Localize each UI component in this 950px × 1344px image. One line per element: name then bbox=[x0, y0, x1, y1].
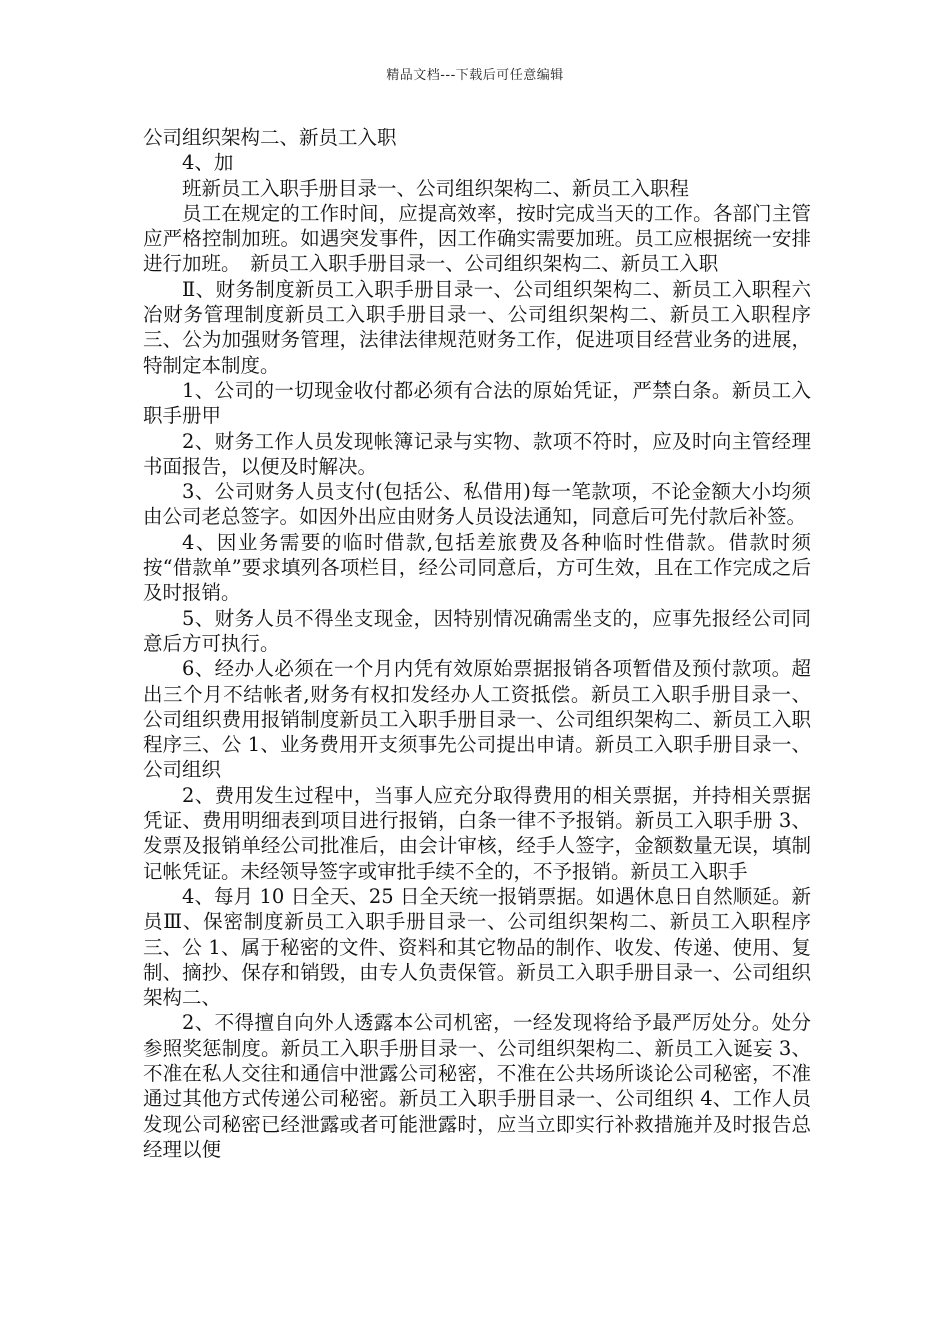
paragraph: 2、财务工作人员发现帐簿记录与实物、款项不符时，应及时向主管经理书面报告，以便及时解决。 bbox=[143, 429, 811, 478]
paragraph: 4、每月 10 日全天、25 日全天统一报销票据。如遇休息日自然顺延。新员Ⅲ、保密制度新员工入职手册目录一、公司组织架构二、新员工入职程序三、公 1、属于秘密的文件、资料和其它物品的制作、收发、传递、使用、复制、摘抄、保存和销毁，由专人负责保管。新员工入职手册目录一、公司组织架构二、 bbox=[143, 884, 811, 1010]
paragraph: 公司组织架构二、新员工入职 bbox=[143, 126, 397, 149]
page-header: 精品文档---下载后可任意编辑 bbox=[386, 68, 564, 83]
paragraph: Ⅱ、财务制度新员工入职手册目录一、公司组织架构二、新员工入职程六冶财务管理制度新员工入职手册目录一、公司组织架构二、新员工入职程序三、公为加强财务管理，法律法律规范财务工作，促进项目经营业务的进展，特制定本制度。 bbox=[143, 277, 811, 377]
paragraph: 4、因业务需要的临时借款,包括差旅费及各种临时性借款。借款时须按“借款单”要求填列各项栏目，经公司同意后，方可生效，且在工作完成之后及时报销。 bbox=[143, 530, 811, 605]
paragraph: 2、费用发生过程中，当事人应充分取得费用的相关票据，并持相关票据凭证、费用明细表到项目进行报销，白条一律不予报销。新员工入职手册 3、发票及报销单经公司批准后，由会计审核，经手人签字，金额数量无误，填制记帐凭证。未经领导签字或审批手续不全的，不予报销。新员工入职手 bbox=[143, 783, 811, 883]
paragraph: 1、公司的一切现金收付都必须有合法的原始凭证，严禁白条。新员工入职手册甲 bbox=[143, 378, 811, 428]
paragraph: 6、经办人必须在一个月内凭有效原始票据报销各项暂借及预付款项。超出三个月不结帐者,财务有权扣发经办人工资抵偿。新员工入职手册目录一、公司组织费用报销制度新员工入职手册目录一、公司组织架构二、新员工入职程序三、公 1、业务费用开支须事先公司提出申请。新员工入职手册目录一、公司组织 bbox=[143, 657, 811, 782]
paragraph: 员工在规定的工作时间，应提高效率，按时完成当天的工作。各部门主管应严格控制加班。如遇突发事件，因工作确实需要加班。员工应根据统一安排进行加班。 新员工入职手册目录一、公司组织架构二、新员工入职 bbox=[143, 201, 811, 276]
document-body bbox=[143, 125, 811, 1162]
paragraph: 5、财务人员不得坐支现金，因特别情况确需坐支的，应事先报经公司同意后方可执行。 bbox=[143, 606, 811, 655]
paragraph: 2、不得擅自向外人透露本公司机密，一经发现将给予最严厉处分。处分参照奖惩制度。新员工入职手册目录一、公司组织架构二、新员工入诞妄 3、不准在私人交往和通信中泄露公司秘密，不准在公共场所谈论公司秘密，不准通过其他方式传递公司秘密。新员工入职手册目录一、公司组织 4、工作人员发现公司秘密已经泄露或者可能泄露时，应当立即实行补救措施并及时报告总经理以便 bbox=[143, 1011, 811, 1161]
paragraph: 4、加 bbox=[182, 151, 234, 175]
paragraph: 班新员工入职手册目录一、公司组织架构二、新员工入职程 bbox=[182, 176, 690, 200]
paragraph: 3、公司财务人员支付(包括公、私借用)每一笔款项，不论金额大小均须由公司老总签字。如因外出应由财务人员设法通知，同意后可先付款后补签。 bbox=[143, 480, 811, 529]
